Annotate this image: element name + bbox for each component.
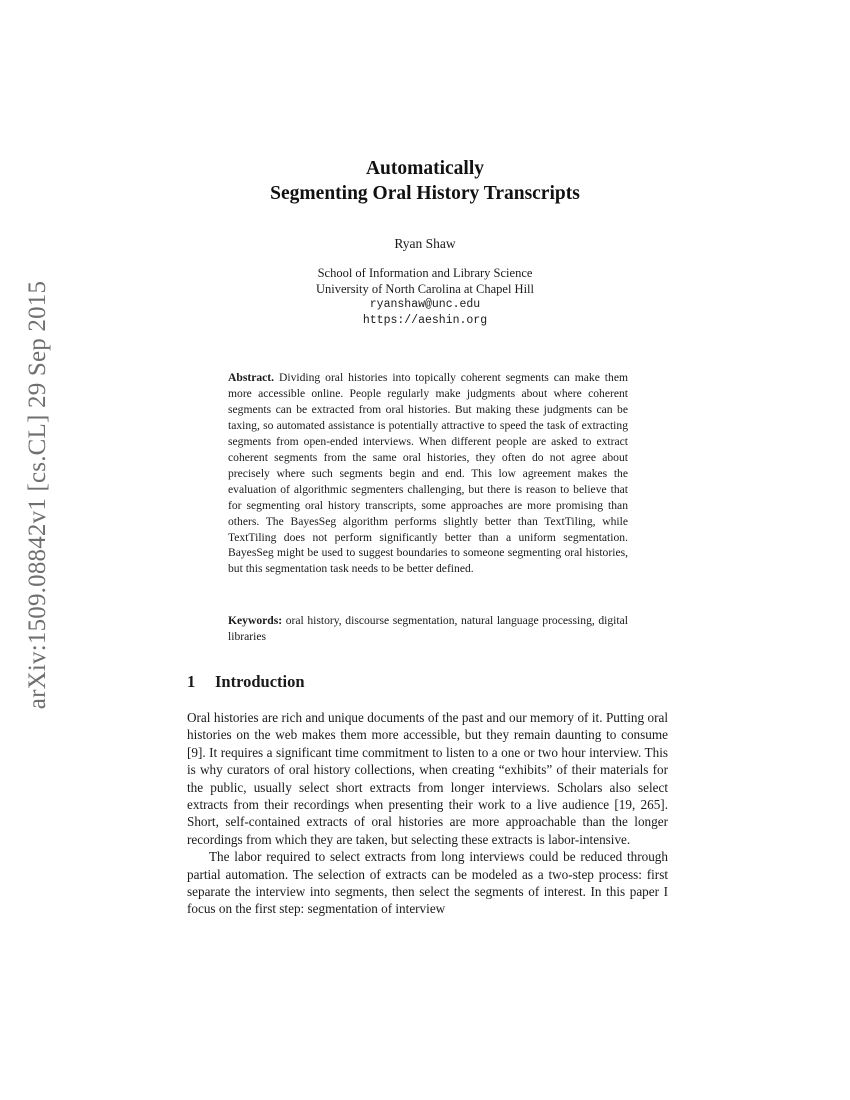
affiliation-department: School of Information and Library Science (317, 266, 533, 280)
title-line-1: Automatically (365, 158, 485, 179)
affiliation-university: University of North Carolina at Chapel Hill (315, 282, 534, 296)
paragraph: The labor required to select extracts from long interviews could be reduced through partial automation. The selection of extracts can be modeled as a two-step process: first separate the interview into segments, then select the segments of interest. In this paper I focus on the first step: segmentation of interview (187, 849, 668, 917)
arxiv-identifier-stamp: arXiv:1509.08842v1 [cs.CL] 29 Sep 2015 (24, 280, 51, 710)
introduction-body (187, 709, 668, 918)
abstract-text: Dividing oral histories into topically coherent segments can make them more accessible online. People regularly make judgments about where coherent segments can be extracted from oral histories. But making these judgments can be taxing, so automated assistance is potentially attractive to speed the task of extracting segments from open-ended interviews. When different people are asked to extract coherent segments from the same oral histories, they often do not agree about precisely where such segments begin and end. This low agreement makes the evaluation of algorithmic segmenters challenging, but there is reason to believe that for segmenting oral history transcripts, some approaches are more promising than others. The BayesSeg algorithm performs slightly better than TextTiling, while TextTiling does not perform significantly better than a uniform segmentation. BayesSeg might be used to suggest boundaries to someone segmenting oral histories, but this segmentation task needs to be better defined. (228, 371, 628, 576)
paper-title (0, 156, 850, 206)
keywords (228, 613, 628, 645)
abstract-label: Abstract. (228, 371, 275, 384)
section-number: 1 (187, 672, 196, 691)
author-email: ryanshaw@unc.edu (369, 298, 481, 311)
keywords-text: oral history, discourse segmentation, natural language processing, digital libraries (228, 614, 628, 643)
author-website: https://aeshin.org (362, 314, 488, 327)
paragraph: Oral histories are rich and unique documents of the past and our memory of it. Putting oral histories on the web makes them more accessible, but they remain daunting to consume [9]. It requires a significant time commitment to listen to a one or two hour interview. This is why curators of oral history collections, when creating “exhibits” of their materials for the public, usually select short extracts from longer interviews. Scholars also select extracts from their recordings when presenting their work to a live audience [19, 265]. Short, self-contained extracts of oral histories are more approachable than the longer recordings from which they are taken, but selecting these extracts is labor-intensive. (187, 710, 668, 847)
author-name: Ryan Shaw (394, 236, 456, 251)
section-title: Introduction (215, 672, 305, 691)
title-line-2: Segmenting Oral History Transcripts (270, 183, 580, 204)
section-heading-introduction (187, 672, 305, 692)
affiliation-block (0, 265, 850, 329)
keywords-label: Keywords: (228, 614, 283, 627)
abstract (228, 370, 628, 577)
